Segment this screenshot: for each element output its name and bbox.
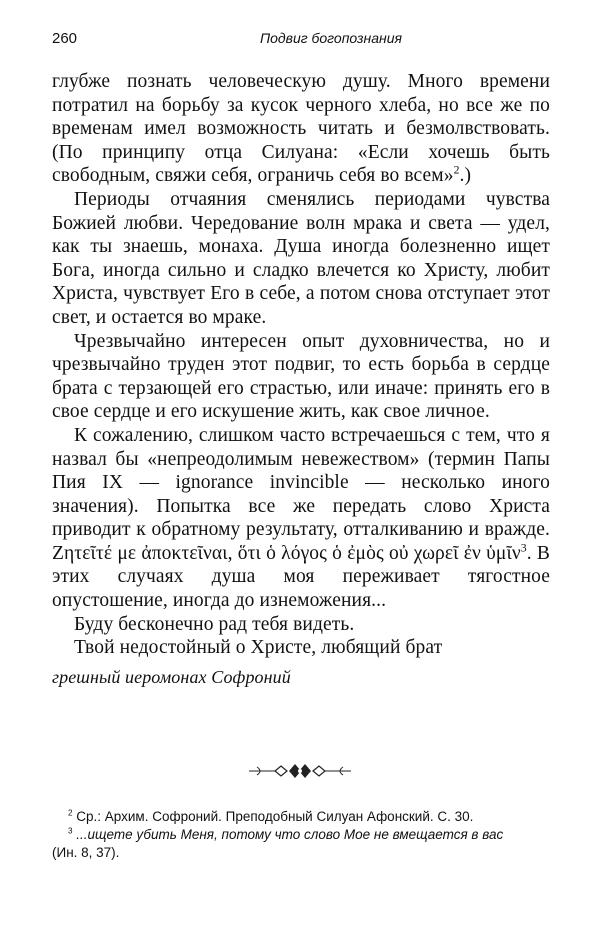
- footnote-3-reference: (Ин. 8, 37).: [52, 845, 120, 860]
- footnote-2-mark: 2: [68, 808, 73, 818]
- footnote-2: [52, 808, 550, 826]
- paragraph-4: [52, 424, 550, 613]
- paragraph-4-end: . В этих случаях душа моя переживает тягостное опустошение, иногда до изнеможения...: [52, 542, 551, 612]
- paragraph-6: Твой недостойный о Христе, любящий брат: [74, 637, 443, 659]
- paragraph-3: Чрезвычайно интересен опыт духовничества, но и чрезвычайно труден этот подвиг, то есть борьба в сердце брата с терзающей его страстью, или иначе: принять его в свое сердце и его искушение жить, как свое личное.: [52, 330, 550, 423]
- ornament-divider-icon: [0, 762, 600, 785]
- footnote-ref-3: 3: [520, 541, 527, 555]
- paragraph-1: [52, 70, 550, 188]
- page-number: 260: [52, 30, 78, 47]
- footnote-3-quote: ...ищете убить Меня, потому что слово Мое не вмещается в вас: [72, 827, 504, 842]
- footnote-3: [52, 826, 550, 844]
- signature: грешный иеромонах Софроний: [52, 666, 291, 687]
- footnote-3-mark: 3: [68, 826, 73, 836]
- paragraph-1-end: .): [459, 165, 472, 187]
- page-header: [52, 30, 550, 52]
- paragraph-2: Периоды отчаяния сменялись периодами чувства Божией любви. Чередование волн мрака и света — удел, как ты знаешь, монаха. Душа иногда болезненно ищет Бога, иногда сильно и сладко влечется ко Христу, любит Христа, чувствует Его в себе, а потом снова отступает этот свет, и остается во мраке.: [52, 188, 550, 328]
- paragraph-4-text: К сожалению, слишком часто встречаешься с тем, что я назвал бы «непреодолимым невежеством» (термин Папы Пия IX — ignorance invincible — несколько иного значения). Попытка все же передать слово Христа приводит к обратному результату, отталкиванию и вражде. Ζητεῖτέ με ἀποκτεῖναι, ὅτι ὁ λόγος ὁ ἐμὸς οὐ χωρεῖ ἐν ὑμῖν: [52, 424, 550, 564]
- footnote-2-text: Ср.: Архим. Софроний. Преподобный Силуан Афонский. С. 30.: [72, 809, 474, 824]
- paragraph-1-text: глубже познать человеческую душу. Много времени потратил на борьбу за кусок черного хлеба, но все же по временам имел возможность читать и безмолвствовать. (По принципу отца Силуана: «Если хочешь быть свободным, свяжи себя, ограничь себя во всем»: [52, 71, 550, 187]
- paragraph-5: Буду бесконечно рад тебя видеть.: [74, 613, 355, 635]
- footnote-ref-2: 2: [453, 163, 460, 177]
- running-head: Подвиг богопознания: [259, 30, 403, 46]
- footnotes: [52, 808, 550, 862]
- letter-body: [52, 70, 550, 689]
